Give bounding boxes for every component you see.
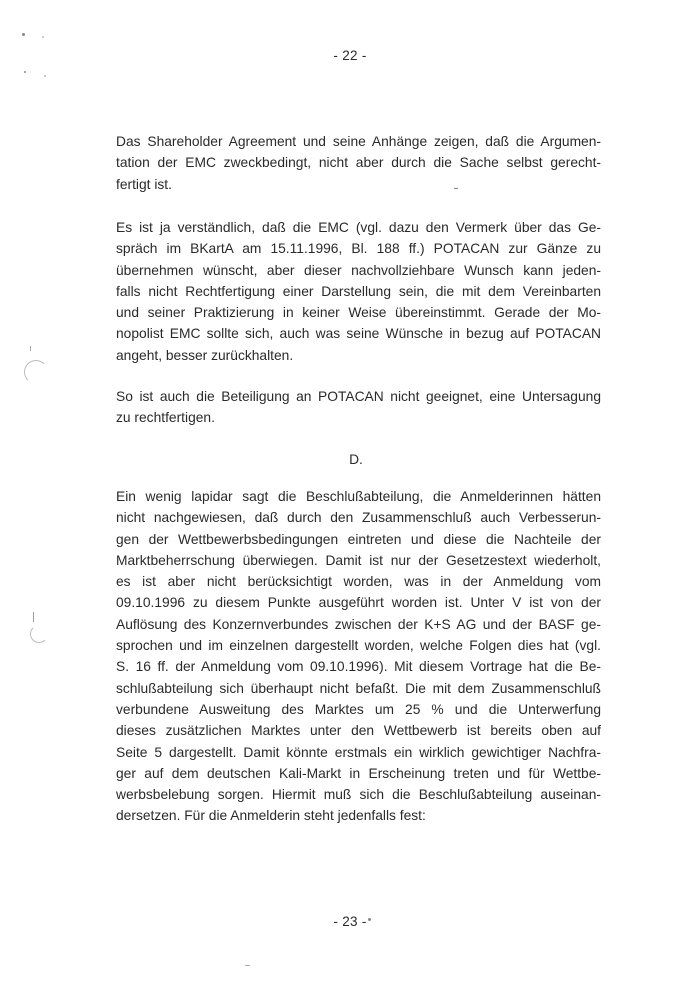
text-line: sprochen und im einzelnen dargestellt worden, welche Folgen dies hat (vgl. [116,638,601,654]
text-line: spräch im BKartA am 15.11.1996, Bl. 188 ff.) POTACAN zur Gänze zu [116,241,601,257]
text-line: dersetzen. Für die Anmelderin steht jedenfalls fest: [116,808,426,824]
text-line: schlußabteilung sich überhaupt nicht befaßt. Die mit dem Zusammenschluß [116,680,601,696]
text-line: Ein wenig lapidar sagt die Beschlußabteilung, die Anmelderinnen hätten [116,489,601,504]
paragraph-2 [116,217,601,366]
text-line: Seite 5 dargestellt. Damit könnte erstmals ein wirklich gewichtiger Nachfra- [116,744,601,760]
text-line: werbsbelebung sorgen. Hiermit muß sich die Beschlußabteilung auseinan- [116,787,601,803]
text-line: und seiner Praktizierung in keiner Weise übereinstimmt. Gerade der Mo- [116,305,601,321]
punch-hole-mark [30,625,48,643]
text-line: gen der Wettbewerbsbedingungen eintreten und diese die Nachteile der [116,531,601,547]
scan-speck [22,33,25,36]
text-line: fertigt ist. [116,176,172,192]
text-line: verbundene Ausweitung des Marktes um 25 % und die Unterwerfung [116,701,601,717]
section-paragraph [116,486,601,827]
text-line: dieses zusätzlichen Marktes unter den Wettbewerb ist bereits oben auf [116,723,601,739]
scan-speck [454,188,458,189]
paragraph-3 [116,386,601,429]
text-line: zu rechtfertigen. [116,410,215,426]
text-line: nopolist EMC sollte sich, auch was seine Wünsche in bezug auf POTACAN [116,326,601,342]
text-line: tation der EMC zweckbedingt, nicht aber durch die Sache selbst gerecht- [116,155,601,171]
text-line: übernehmen wünscht, aber dieser nachvollziehbare Wunsch kann jeden- [116,262,601,278]
text-line: 09.10.1996 zu diesem Punkte ausgeführt worden ist. Unter V ist von der [116,595,601,611]
text-line: es ist aber nicht berücksichtigt worden, was in der Anmeldung vom [116,574,601,590]
text-line: angeht, besser zurückhalten. [116,347,294,363]
text-line: Es ist ja verständlich, daß die EMC (vgl. dazu den Vermerk über das Ge- [116,220,601,235]
scan-speck [245,965,250,966]
text-line: Auflösung des Konzernverbundes zwischen der K+S AG und der BASF ge- [116,616,601,632]
punch-hole-mark [24,360,48,384]
scan-speck [44,75,46,77]
section-heading: D. [349,452,363,467]
text-line: S. 16 ff. der Anmeldung vom 09.10.1996). Mit diesem Vortrage hat die Be- [116,659,601,675]
text-line: Marktbeherrschung überwiegen. Damit ist nur der Gesetzestext wiederholt, [116,552,601,568]
text-line: So ist auch die Beteiligung an POTACAN nicht geeignet, eine Untersagung [116,389,601,404]
text-line: nicht nachgewiesen, daß durch den Zusammenschluß auch Verbesserun- [116,510,601,526]
page-number-bottom: - 23 - [333,914,367,929]
scan-speck [33,612,34,622]
text-line: Das Shareholder Agreement und seine Anhänge zeigen, daß die Argumen- [116,134,601,149]
scan-speck [368,918,371,921]
scan-speck [30,346,31,351]
scan-speck [42,36,44,38]
text-line: ger auf dem deutschen Kali-Markt in Erscheinung treten und für Wettbe- [116,765,601,781]
paragraph-1 [116,131,601,195]
text-line: falls nicht Rechtfertigung einer Darstellung sein, die mit dem Vereinbarten [116,283,601,299]
page-number-top: - 22 - [333,48,367,63]
scan-speck [24,71,26,73]
